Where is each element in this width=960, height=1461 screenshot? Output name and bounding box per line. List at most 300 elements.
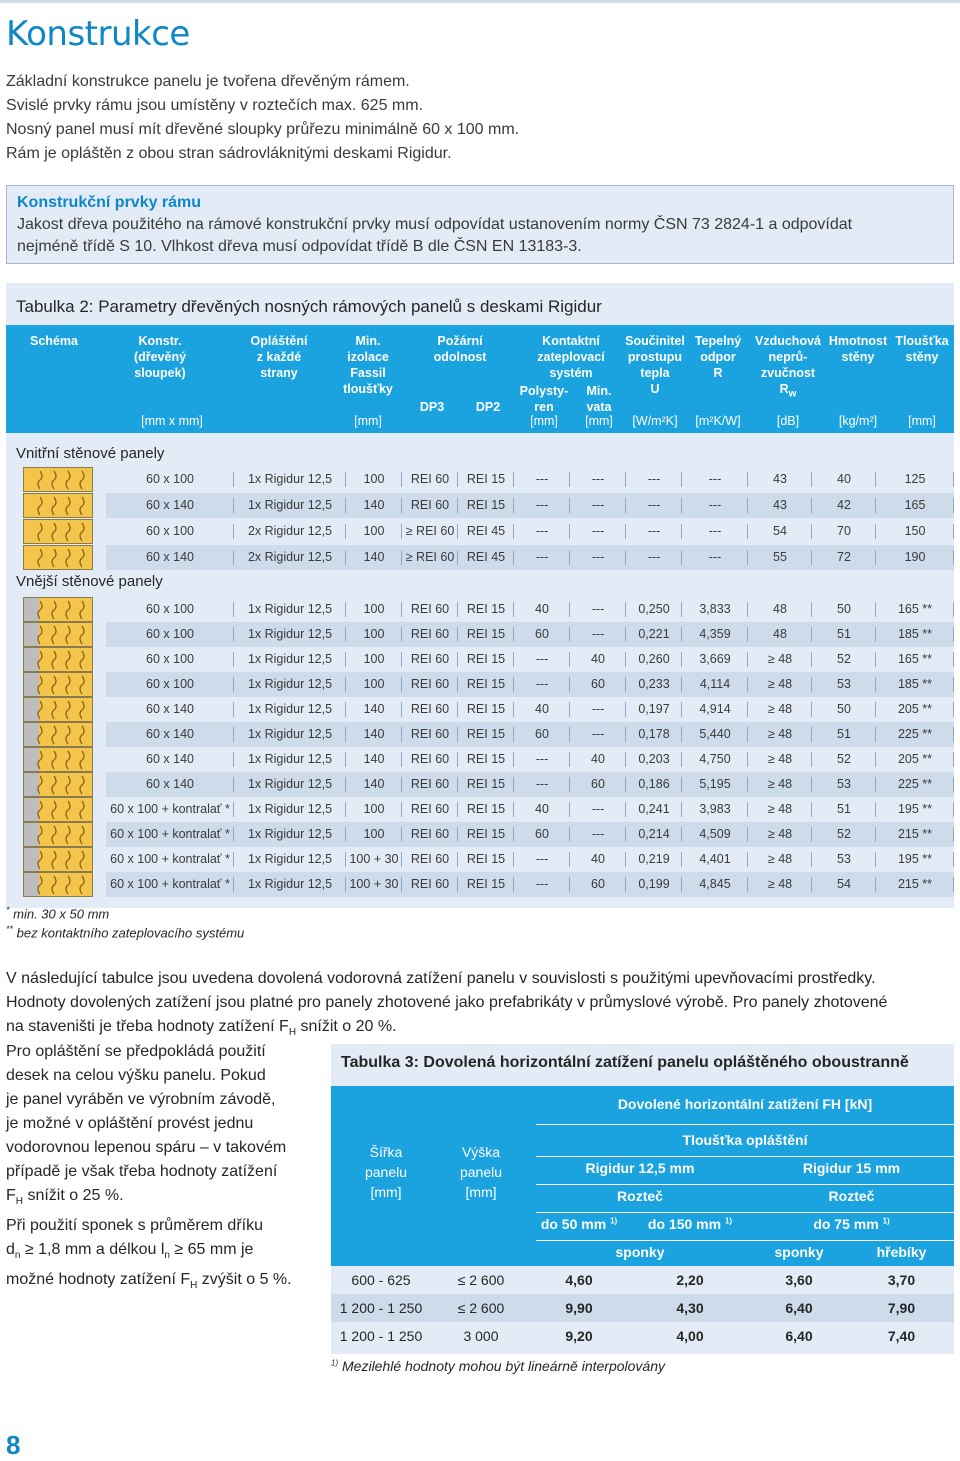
table-cell: 140 xyxy=(346,697,402,722)
hline: zateplovací xyxy=(537,350,605,364)
hline: Tepelný xyxy=(694,334,742,348)
table-cell: 60 x 100 + kontralať * xyxy=(106,797,234,822)
table-cell: 205 ** xyxy=(876,747,954,772)
table-cell: ≤ 2 600 xyxy=(457,1272,505,1288)
head-do75 xyxy=(749,1216,954,1232)
hline: tepla xyxy=(640,366,670,380)
table-row xyxy=(106,519,954,544)
table-cell: --- xyxy=(514,647,570,672)
table-cell: 60 x 100 xyxy=(106,597,234,622)
head-text: do 50 mm xyxy=(540,1216,607,1232)
table-cell: ≥ REI 60 xyxy=(402,519,458,544)
table-cell: 4,114 xyxy=(682,672,748,697)
table-cell: 60 x 100 xyxy=(106,519,234,544)
table-cell: --- xyxy=(570,467,626,492)
text-line xyxy=(6,1268,326,1298)
text-line xyxy=(6,1238,326,1268)
table-3-footnote xyxy=(331,1358,665,1374)
table-cell: REI 60 xyxy=(402,493,458,518)
table-cell: 0,221 xyxy=(626,622,682,647)
rule xyxy=(536,1184,954,1185)
box-line: Jakost dřeva použitého na rámové konstrukční prvky musí odpovídat ustanovením normy ČSN 73 2824-1 a odpovídat xyxy=(17,216,853,233)
table-cell: 1 200 - 1 250 xyxy=(339,1328,423,1344)
text-line: je panel vyráběn ve výrobním závodě, xyxy=(6,1091,276,1108)
hline: U xyxy=(650,382,660,396)
table-cell: 40 xyxy=(570,847,626,872)
table-cell: 1x Rigidur 12,5 xyxy=(234,847,346,872)
col-izolace xyxy=(336,333,400,397)
text-line: případě je však třeba hodnoty zatížení xyxy=(6,1163,278,1180)
panel-schema-icon xyxy=(23,872,93,897)
hline: izolace xyxy=(347,350,389,364)
frame-elements-box xyxy=(6,185,954,264)
table-cell: 1x Rigidur 12,5 xyxy=(234,622,346,647)
table-cell: 60 xyxy=(570,872,626,897)
table-cell: 100 xyxy=(346,519,402,544)
page-title: Konstrukce xyxy=(6,14,190,54)
table-cell: 4,60 xyxy=(565,1272,593,1288)
table-cell: 3,983 xyxy=(682,797,748,822)
table-cell: 51 xyxy=(812,797,876,822)
table-cell: 53 xyxy=(812,672,876,697)
hline: Konstr. xyxy=(138,334,182,348)
table-row xyxy=(106,697,954,722)
panel-schema-icon xyxy=(23,597,93,622)
hline: R xyxy=(713,366,723,380)
head-tloustka: Tloušťka opláštění xyxy=(682,1132,808,1148)
head-rig125: Rigidur 12,5 mm xyxy=(585,1160,695,1176)
hline: strany xyxy=(260,366,298,380)
table-cell: 9,20 xyxy=(565,1328,593,1344)
table-cell: 60 x 100 xyxy=(106,467,234,492)
panel-schema-icon xyxy=(23,647,93,672)
intro-line: Svislé prvky rámu jsou umístěny v roztečích max. 625 mm. xyxy=(6,97,424,114)
table-cell: ≥ 48 xyxy=(748,697,812,722)
head-roztec: Rozteč xyxy=(617,1188,663,1204)
table-row xyxy=(106,872,954,897)
table-cell: --- xyxy=(570,797,626,822)
table-row xyxy=(106,772,954,797)
section-inner: Vnitřní stěnové panely xyxy=(16,445,165,462)
table-cell: REI 15 xyxy=(458,772,514,797)
table-cell: 215 ** xyxy=(876,872,954,897)
table-2-header xyxy=(6,325,954,433)
col-hmotnost xyxy=(826,333,890,365)
table-cell: 165 ** xyxy=(876,647,954,672)
table-row xyxy=(106,493,954,518)
table-cell: REI 60 xyxy=(402,872,458,897)
table-cell: 0,178 xyxy=(626,722,682,747)
text-part: snížit o 25 %. xyxy=(23,1187,124,1204)
table-cell: 60 x 100 xyxy=(106,622,234,647)
unit: [mm x mm] xyxy=(141,414,203,428)
table-cell: --- xyxy=(514,872,570,897)
table-cell: 0,233 xyxy=(626,672,682,697)
table-cell: 2x Rigidur 12,5 xyxy=(234,519,346,544)
table-cell: 54 xyxy=(748,519,812,544)
text-part: ≥ 65 mm je xyxy=(169,1241,254,1259)
rw-subscript: w xyxy=(788,388,797,400)
hline: Min. xyxy=(355,334,381,348)
table-cell: 2,20 xyxy=(676,1272,704,1288)
table-cell: 60 x 100 + kontralať * xyxy=(106,822,234,847)
table-cell: 1x Rigidur 12,5 xyxy=(234,493,346,518)
table-cell: REI 60 xyxy=(402,847,458,872)
table-cell: 51 xyxy=(812,622,876,647)
footnote-text: bez kontaktního zateplovacího systému xyxy=(16,925,245,941)
table-cell: 50 xyxy=(812,597,876,622)
hline: ren xyxy=(534,400,554,414)
table-cell: 60 x 140 xyxy=(106,697,234,722)
table-cell: 0,203 xyxy=(626,747,682,772)
hline: Šířka xyxy=(369,1144,403,1160)
hline: Vzduchová xyxy=(755,334,821,348)
table-cell: 195 ** xyxy=(876,797,954,822)
table-cell: 165 xyxy=(876,493,954,518)
head-hrebiky: hřebíky xyxy=(876,1244,927,1260)
table-cell: 40 xyxy=(812,467,876,492)
table-cell: 52 xyxy=(812,747,876,772)
table-cell: 165 ** xyxy=(876,597,954,622)
table-cell: REI 60 xyxy=(402,797,458,822)
table-cell: 60 xyxy=(570,672,626,697)
table-cell: REI 15 xyxy=(458,467,514,492)
table-cell: 225 ** xyxy=(876,772,954,797)
table-cell: ≥ 48 xyxy=(748,822,812,847)
table-cell: 185 ** xyxy=(876,672,954,697)
table-cell: 1x Rigidur 12,5 xyxy=(234,672,346,697)
panel-schema-icon xyxy=(23,545,93,570)
table-cell: REI 60 xyxy=(402,747,458,772)
table-cell: 100 xyxy=(346,822,402,847)
table-cell: 40 xyxy=(514,597,570,622)
table-cell: 150 xyxy=(876,519,954,544)
table-cell: --- xyxy=(514,519,570,544)
table-cell: --- xyxy=(682,519,748,544)
table-cell: REI 60 xyxy=(402,822,458,847)
table-cell: REI 15 xyxy=(458,493,514,518)
table-cell: 54 xyxy=(812,872,876,897)
unit: [mm] xyxy=(354,414,382,428)
table-cell: 4,845 xyxy=(682,872,748,897)
table-cell: 7,40 xyxy=(887,1328,916,1344)
table-row xyxy=(331,1294,954,1322)
footnote-mark: 1) xyxy=(331,1358,339,1368)
paragraph: Hodnoty dovolených zatížení jsou platné pro panely zhotovené jako prefabrikáty v průmyslové výrobě. Pro panely zhotovené xyxy=(6,994,888,1011)
table-cell: 53 xyxy=(812,772,876,797)
hline: systém xyxy=(549,366,593,380)
table-cell: 140 xyxy=(346,493,402,518)
table-row xyxy=(106,747,954,772)
intro-line: Rám je opláštěn z obou stran sádrovláknitými deskami Rigidur. xyxy=(6,145,452,162)
table-cell: 125 xyxy=(876,467,954,492)
table-cell: 9,90 xyxy=(565,1300,593,1316)
subscript: H xyxy=(15,1196,24,1208)
table-cell: 140 xyxy=(346,545,402,570)
footnote-1: * min. 30 x 50 mm xyxy=(6,905,110,922)
table-cell: 40 xyxy=(570,647,626,672)
table-cell: 52 xyxy=(812,822,876,847)
table-cell: 55 xyxy=(748,545,812,570)
table-cell: ≥ 48 xyxy=(748,647,812,672)
table-cell: 100 xyxy=(346,467,402,492)
table-cell: REI 60 xyxy=(402,697,458,722)
table-cell: 60 x 100 xyxy=(106,672,234,697)
table-cell: 1x Rigidur 12,5 xyxy=(234,597,346,622)
footnote-mark: 1) xyxy=(882,1216,890,1226)
head-sponky: sponky xyxy=(774,1244,824,1260)
table-cell: 48 xyxy=(748,597,812,622)
table-cell: ≤ 2 600 xyxy=(457,1300,505,1316)
table-cell: 51 xyxy=(812,722,876,747)
table-cell: --- xyxy=(682,545,748,570)
table-cell: 190 xyxy=(876,545,954,570)
box-title: Konstrukční prvky rámu xyxy=(17,194,202,211)
unit: [mm] xyxy=(585,414,613,428)
panel-schema-icon xyxy=(23,519,93,544)
text-part: F xyxy=(6,1187,16,1204)
table-cell: ≥ 48 xyxy=(748,747,812,772)
rule xyxy=(536,1240,954,1241)
table-cell: --- xyxy=(682,493,748,518)
footnote-mark: 1) xyxy=(724,1216,733,1226)
head-roztec: Rozteč xyxy=(828,1188,875,1204)
table-cell: 3,70 xyxy=(887,1272,916,1288)
table-row xyxy=(331,1322,954,1350)
rule xyxy=(536,1156,954,1157)
table-cell: --- xyxy=(570,622,626,647)
table-row xyxy=(106,822,954,847)
hline: Součinitel xyxy=(625,334,685,348)
head-sirka xyxy=(341,1142,431,1202)
table-cell: --- xyxy=(570,493,626,518)
table-cell: 70 xyxy=(812,519,876,544)
table-cell: 42 xyxy=(812,493,876,518)
head-vyska xyxy=(436,1142,526,1202)
rw-symbol: R xyxy=(779,382,789,396)
table-cell: 43 xyxy=(748,467,812,492)
hline: odolnost xyxy=(433,350,487,364)
table-cell: --- xyxy=(570,597,626,622)
table-cell: 6,40 xyxy=(785,1300,813,1316)
table-row xyxy=(106,647,954,672)
hline: stěny xyxy=(841,350,875,364)
table-cell: 60 x 100 xyxy=(106,647,234,672)
text-part: zvýšit o 5 %. xyxy=(197,1271,292,1289)
text-part: d xyxy=(6,1241,15,1259)
panel-schema-icon xyxy=(23,493,93,518)
panel-schema-icon xyxy=(23,467,93,492)
table-cell: 3,60 xyxy=(785,1272,813,1288)
top-rule xyxy=(0,0,960,3)
text-part: možné hodnoty zatížení F xyxy=(6,1271,191,1289)
text-line: Při použití sponek s průměrem dříku xyxy=(6,1217,263,1235)
table-cell: --- xyxy=(570,519,626,544)
table-cell: 0,250 xyxy=(626,597,682,622)
table-row xyxy=(106,847,954,872)
unit: [mm] xyxy=(530,414,558,428)
hline: vata xyxy=(586,400,612,414)
text-line xyxy=(6,1184,326,1214)
hline: Výška xyxy=(461,1144,501,1160)
hline: [mm] xyxy=(370,1184,402,1200)
table-cell: --- xyxy=(514,847,570,872)
table-cell: 1 200 - 1 250 xyxy=(339,1300,423,1316)
panel-schema-icon xyxy=(23,772,93,797)
col-minvata xyxy=(572,383,626,415)
table-cell: 4,750 xyxy=(682,747,748,772)
table-cell: REI 45 xyxy=(458,545,514,570)
hline: Opláštění xyxy=(250,334,308,348)
table-cell: 0,197 xyxy=(626,697,682,722)
subscript: n xyxy=(14,1250,21,1262)
text-part: na staveništi je třeba hodnoty zatížení F xyxy=(6,1018,289,1035)
panel-schema-icon xyxy=(23,747,93,772)
table-cell: --- xyxy=(626,519,682,544)
hline: Tloušťka xyxy=(895,334,949,348)
table-cell: 100 xyxy=(346,797,402,822)
subscript: n xyxy=(164,1250,170,1262)
col-schema: Schéma xyxy=(30,334,78,348)
table-cell: 195 ** xyxy=(876,847,954,872)
table-cell: REI 60 xyxy=(402,672,458,697)
panel-schema-icon xyxy=(23,722,93,747)
table-cell: 1x Rigidur 12,5 xyxy=(234,747,346,772)
table-cell: 215 ** xyxy=(876,822,954,847)
table-cell: 0,214 xyxy=(626,822,682,847)
table-cell: 1x Rigidur 12,5 xyxy=(234,467,346,492)
table-cell: --- xyxy=(626,545,682,570)
table-cell: 7,90 xyxy=(887,1300,916,1316)
hline: panelu xyxy=(364,1164,408,1180)
table-cell: ≥ 48 xyxy=(748,847,812,872)
hline: odpor xyxy=(700,350,736,364)
table-cell: 100 xyxy=(346,647,402,672)
table-3 xyxy=(331,1044,954,1354)
text-line: desek na celou výšku panelu. Pokud xyxy=(6,1067,266,1084)
left-column-text xyxy=(6,1040,326,1299)
table-cell: 50 xyxy=(812,697,876,722)
head-text: do 150 mm xyxy=(647,1216,722,1232)
hline: panelu xyxy=(459,1164,503,1180)
panel-schema-icon xyxy=(23,622,93,647)
table-cell: REI 60 xyxy=(402,622,458,647)
table-2 xyxy=(6,283,954,908)
table-row xyxy=(106,545,954,570)
table-cell: 60 x 140 xyxy=(106,747,234,772)
hline: tloušťky xyxy=(343,382,393,396)
text-line: je možné v opláštění provést jednu xyxy=(6,1115,254,1132)
hline: sloupek) xyxy=(134,366,186,380)
footnote-mark: 1) xyxy=(610,1216,618,1226)
table-cell: 60 xyxy=(514,622,570,647)
table-cell: 600 - 625 xyxy=(351,1272,411,1288)
footnote-2: ** bez kontaktního zateplovacího systému xyxy=(6,924,245,941)
hline: z každé xyxy=(256,350,302,364)
head-main: Dovolené horizontální zatížení FH [kN] xyxy=(617,1096,873,1112)
head-do150 xyxy=(633,1216,747,1232)
table-row xyxy=(106,722,954,747)
col-dp3: DP3 xyxy=(419,400,445,414)
head-do50 xyxy=(529,1216,629,1232)
panel-schema-icon xyxy=(23,822,93,847)
table-cell: --- xyxy=(514,772,570,797)
table-cell: 0,199 xyxy=(626,872,682,897)
table-cell: REI 15 xyxy=(458,722,514,747)
table-cell: --- xyxy=(682,467,748,492)
table-cell: REI 60 xyxy=(402,772,458,797)
table-cell: 4,401 xyxy=(682,847,748,872)
table-2-title: Tabulka 2: Parametry dřevěných nosných rámových panelů s deskami Rigidur xyxy=(16,297,602,316)
table-cell: 60 x 140 xyxy=(106,493,234,518)
table-cell: 3 000 xyxy=(463,1328,499,1344)
table-cell: 60 xyxy=(514,722,570,747)
table-cell: 40 xyxy=(514,797,570,822)
table-cell: 100 xyxy=(346,597,402,622)
hline: [mm] xyxy=(465,1184,497,1200)
table-cell: REI 15 xyxy=(458,597,514,622)
table-cell: REI 15 xyxy=(458,647,514,672)
table-cell: 40 xyxy=(514,697,570,722)
table-cell: 5,440 xyxy=(682,722,748,747)
rule xyxy=(536,1124,954,1125)
panel-schema-icon xyxy=(23,797,93,822)
table-cell: 140 xyxy=(346,722,402,747)
table-cell: 72 xyxy=(812,545,876,570)
table-cell: 0,186 xyxy=(626,772,682,797)
table-cell: --- xyxy=(626,467,682,492)
table-cell: 0,241 xyxy=(626,797,682,822)
table-cell: --- xyxy=(570,822,626,847)
table-row xyxy=(106,797,954,822)
box-line: nejméně třídě S 10. Vlhkost dřeva musí odpovídat třídě B dle ČSN EN 13183-3. xyxy=(17,238,582,255)
col-vzduchova xyxy=(750,333,826,403)
table-cell: 1x Rigidur 12,5 xyxy=(234,822,346,847)
head-text: do 75 mm xyxy=(813,1216,879,1232)
table-cell: 52 xyxy=(812,647,876,672)
table-row xyxy=(331,1266,954,1294)
unit: [mm] xyxy=(908,414,936,428)
table-row xyxy=(106,467,954,492)
section-outer: Vnější stěnové panely xyxy=(16,573,163,590)
table-cell: 60 x 100 + kontralať * xyxy=(106,872,234,897)
table-row xyxy=(106,672,954,697)
table-cell: --- xyxy=(570,722,626,747)
table-row xyxy=(106,622,954,647)
table-cell: 60 xyxy=(514,822,570,847)
col-polystyren xyxy=(516,383,572,415)
panel-schema-icon xyxy=(23,672,93,697)
table-cell: REI 45 xyxy=(458,519,514,544)
table-cell: REI 15 xyxy=(458,822,514,847)
table-cell: --- xyxy=(570,545,626,570)
table-cell: 60 x 140 xyxy=(106,545,234,570)
table-cell: REI 15 xyxy=(458,872,514,897)
table-cell: REI 15 xyxy=(458,847,514,872)
table-cell: 48 xyxy=(748,622,812,647)
text-part: ≥ 1,8 mm a délkou l xyxy=(20,1241,165,1259)
table-cell: 100 xyxy=(346,672,402,697)
table-cell: --- xyxy=(514,493,570,518)
table-cell: 205 ** xyxy=(876,697,954,722)
table-cell: ≥ 48 xyxy=(748,872,812,897)
table-cell: 40 xyxy=(570,747,626,772)
table-cell: 0,219 xyxy=(626,847,682,872)
table-cell: 60 x 140 xyxy=(106,722,234,747)
col-tloustka xyxy=(890,333,954,365)
table-cell: 60 x 140 xyxy=(106,772,234,797)
text-part: snížit o 20 %. xyxy=(296,1018,397,1035)
